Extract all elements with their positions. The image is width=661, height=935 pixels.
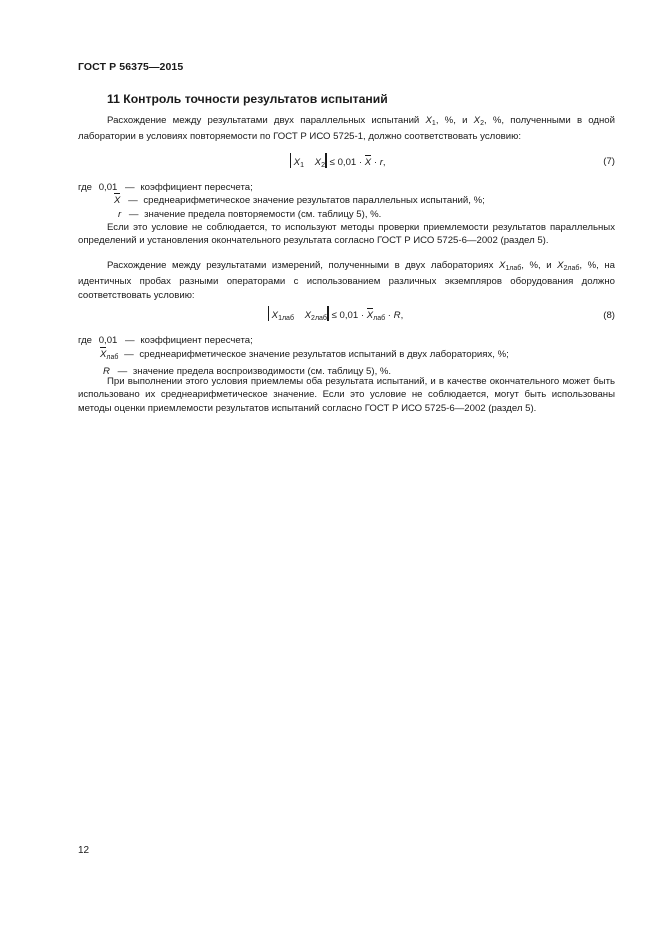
para3-text-2: , %, и [521,260,558,271]
where2-dash-2: — [124,349,134,361]
formula8-end: , [400,310,404,321]
paragraph-conclusion: При выполнении этого условия приемлемы оба результата испытаний, и в качестве окончательного может быть использовано их среднеарифметическое значение. Если это условие не соблюдается, могут быть использованы методы оценки приемлемости результатов испытаний согласно ГОСТ Р ИСО 5725-6—2002 (раздел 5). [78,376,615,414]
where2-text-3: значение предела воспроизводимости (см. таблицу 5), %. [132,365,392,377]
where1-sym-2: X [114,195,121,207]
paragraph-reproducibility [78,259,615,302]
where2-gde: где [78,335,93,346]
abs-bar-left [290,153,291,168]
where1-text-1: коэффициент пересчета; [140,182,253,193]
where-block-2 [78,334,509,378]
where2-row-2 [78,348,509,364]
where1-text-2: среднеарифметическое значение результатов параллельных испытаний, %; [143,195,485,207]
formula-7 [290,153,386,172]
formula7-x2: X [314,157,322,168]
formula-8 [268,306,403,325]
where1-dash-1: — [125,182,135,193]
para1-text-1: Расхождение между результатами двух параллельных испытаний [107,115,426,126]
para3-var-x2: X [557,260,564,271]
para3-text-3: , %, на идентичных пробах разными операторами с использованием различных экземпляров оборудования должно соответствовать условию: [78,260,616,301]
para3-var-x1: X [498,260,506,271]
where1-dash-2: — [128,195,138,207]
paragraph-not-met-repeatability: Если это условие не соблюдается, то используют методы проверки приемлемости результатов параллельных определений и установления окончательного результата согласно ГОСТ Р ИСО 5725-6—2002 (раздел 5). [78,222,615,247]
para3-var-x1-sub: 1лаб [505,265,522,272]
paragraph-repeatability [78,114,615,144]
abs-bar-left-8 [268,306,269,321]
where1-dash-3: — [128,208,139,220]
where2-row-1 [78,334,509,347]
where1-sym-1: 0,01 [98,182,118,193]
para3-var-x2-sub: 2лаб [563,265,580,272]
var-x2-sub: 2 [480,120,484,127]
formula8-x2: X [304,310,312,321]
formula7-dot: · [371,157,380,168]
where2-text-2: среднеарифметическое значение результатов испытаний в двух лабораториях, %; [139,349,509,361]
var-x1-sub: 1 [431,120,436,127]
where1-row-3 [78,208,485,221]
para1-text-3: , %, полученными в одной лаборатории в условиях повторяемости по ГОСТ Р ИСО 5725-1, должно соответствовать условию: [78,115,615,143]
where2-text-1: коэффициент пересчета; [140,335,253,346]
where2-sym-3: R [103,365,110,377]
formula-8-number: (8) [603,310,615,321]
var-x1: X [425,115,432,126]
formula-7-number: (7) [603,156,615,167]
page-number: 12 [78,845,90,856]
formula8-R: R [393,310,401,321]
formula7-end: , [382,157,386,168]
var-x2: X [473,115,481,126]
where1-sym-3: r [118,208,122,220]
formula8-x1-sub: 1лаб [278,315,294,322]
where2-sym-2: X [100,349,107,361]
where1-row-2 [78,194,485,207]
formula8-xbar-sub: лаб [373,315,386,322]
where2-dash-3: — [117,365,128,377]
formula8-xbar: X [366,310,374,321]
formula8-x2-sub: 2лаб [311,315,327,322]
formula7-x1-sub: 1 [300,162,304,169]
formula8-mid: ≤ 0,01 · [328,310,367,321]
where2-dash-1: — [125,335,135,346]
where1-row-1 [78,181,485,194]
formula7-r: r [379,157,383,168]
formula7-mid: ≤ 0,01 · [326,157,365,168]
formula8-dot: · [385,310,394,321]
para3-text-1: Расхождение между результатами измерений, полученными в двух лабораториях [107,260,499,271]
section-title: 11 Контроль точности результатов испытаний [107,92,388,106]
where2-sym-2-sub: лаб [106,354,119,362]
formula7-x2-sub: 2 [321,162,325,169]
where1-text-3: значение предела повторяемости (см. таблицу 5), %. [144,208,382,220]
document-header: ГОСТ Р 56375—2015 [78,61,184,73]
para1-text-2: , %, и [435,115,474,126]
where1-gde: где [78,182,93,193]
where2-sym-1: 0,01 [98,335,118,346]
where-block-1 [78,181,485,221]
formula8-x1: X [271,310,279,321]
formula7-xbar: X [364,157,372,168]
formula7-x1: X [293,157,301,168]
